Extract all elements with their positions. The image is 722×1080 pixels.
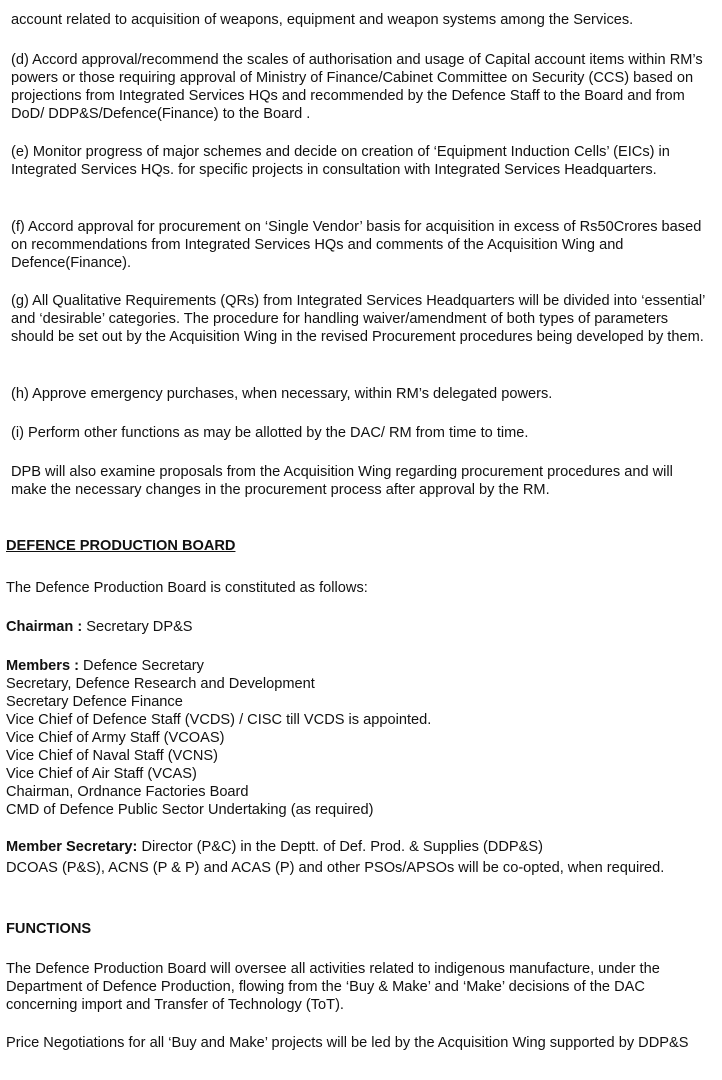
list-item: Vice Chief of Army Staff (VCOAS) [6,730,225,746]
paragraph-f: (f) Accord approval for procurement on ‘Single Vendor’ basis for acquisition in excess of Rs50Crores based on recommendations from Integrated Services HQs and comments of the Acquisition Wing and Defence(Finance). [11,219,702,271]
member-secretary-line [6,838,716,856]
list-item: Vice Chief of Air Staff (VCAS) [6,766,197,782]
list-item: Vice Chief of Defence Staff (VCDS) / CISC till VCDS is appointed. [6,712,432,728]
list-item: Secretary, Defence Research and Development [6,676,315,692]
board-intro: The Defence Production Board is constituted as follows: [6,580,368,596]
coopted-paragraph: DCOAS (P&S), ACNS (P & P) and ACAS (P) and other PSOs/APSOs will be co-opted, when required. [6,860,665,876]
chairman-label: Chairman : [6,619,83,635]
paragraph-dpb: DPB will also examine proposals from the Acquisition Wing regarding procurement procedures and will make the necessary changes in the procurement process after approval by the RM. [11,464,673,498]
paragraph-continuation: account related to acquisition of weapons, equipment and weapon systems among the Services. [11,12,634,28]
members-label: Members : [6,658,79,674]
paragraph-e: (e) Monitor progress of major schemes and decide on creation of ‘Equipment Induction Cells’ (EICs) in Integrated Services HQs. for specific projects in consultation with Integrated Services Headquarters. [11,144,670,178]
chairman-value: Secretary DP&S [82,619,193,635]
functions-paragraph-1: The Defence Production Board will oversee all activities related to indigenous manufacture, under the Department of Defence Production, flowing from the ‘Buy & Make’ and ‘Make’ decisions of the DAC concerning import and Transfer of Technology (ToT). [6,961,660,1013]
section-heading-defence-production-board: DEFENCE PRODUCTION BOARD [6,538,236,554]
list-item: Secretary Defence Finance [6,694,183,710]
list-item: Members : Defence Secretary [6,658,204,674]
chairman-line [6,618,716,636]
member-secretary-label: Member Secretary: [6,839,138,855]
members-list [6,657,716,819]
member-secretary-value: Director (P&C) in the Deptt. of Def. Prod. & Supplies (DDP&S) [137,839,543,855]
list-item: Vice Chief of Naval Staff (VCNS) [6,748,218,764]
list-item: CMD of Defence Public Sector Undertaking (as required) [6,802,374,818]
paragraph-g: (g) All Qualitative Requirements (QRs) from Integrated Services Headquarters will be divided into ‘essential’ and ‘desirable’ categories. The procedure for handling waiver/amendment of both types of parameters should be set out by the Acquisition Wing in the revised Procurement procedures being developed by them. [11,293,705,345]
paragraph-h: (h) Approve emergency purchases, when necessary, within RM’s delegated powers. [11,386,553,402]
paragraph-d: (d) Accord approval/recommend the scales of authorisation and usage of Capital account items within RM’s powers or those requiring approval of Ministry of Finance/Cabinet Committee on Security (CCS) based on projections from Integrated Services HQs and recommended by the Defence Staff to the Board and from DoD/ DDP&S/Defence(Finance) to the Board . [11,52,703,122]
section-heading-functions: FUNCTIONS [6,921,92,937]
paragraph-i: (i) Perform other functions as may be allotted by the DAC/ RM from time to time. [11,425,529,441]
list-item: Chairman, Ordnance Factories Board [6,784,249,800]
functions-paragraph-2: Price Negotiations for all ‘Buy and Make’ projects will be led by the Acquisition Wing supported by DDP&S [6,1035,689,1051]
